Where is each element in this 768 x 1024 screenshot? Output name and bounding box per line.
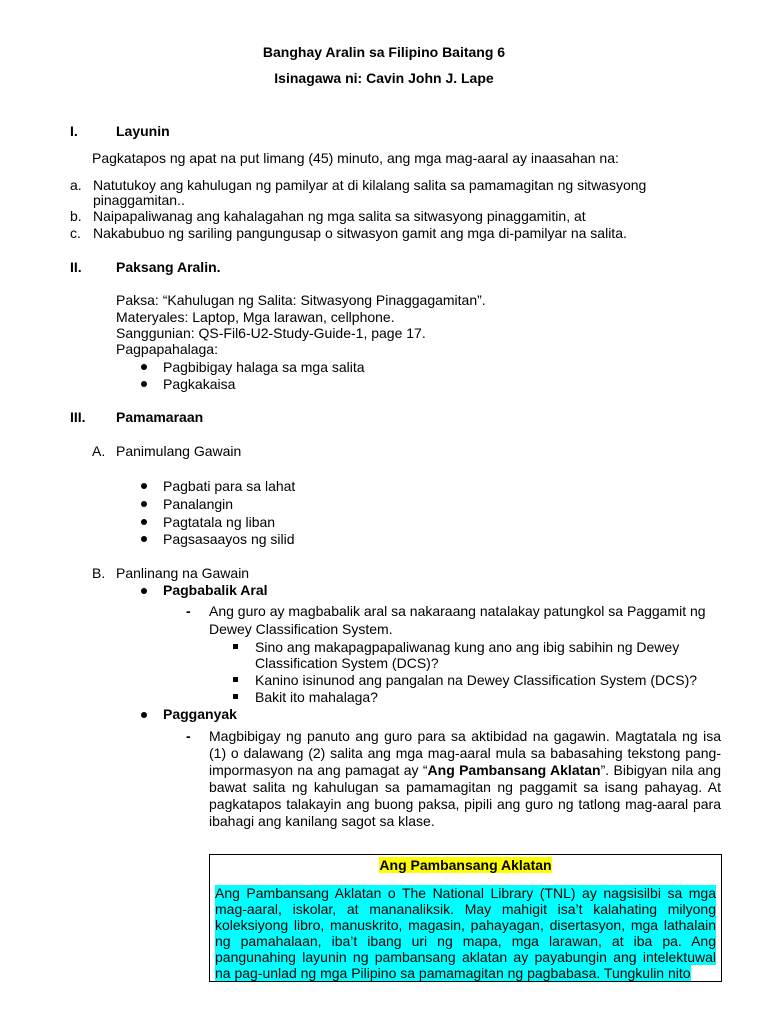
reading-box-text: Ang Pambansang Aklatan o The National Library (TNL) ay nagsisilbi sa mga mag-aaral, iskolar, at mananaliksik. May mahigit isa’t kalahating milyong koleksiyong libro, manuskrito, magasin, pahayagan, disertasyon, mga lathalain ng pamahalaan, iba’t ibang uri ng mapa, mga larawan, at iba pa. Ang pangunahing layunin ng pambansang aklatan ay payabungin ang intelektuwal na pag-unlad ng mga Pilipino sa pamamagitan ng pagbabasa. Tungkulin nito [215, 885, 716, 981]
reading-box [209, 854, 722, 982]
bullet-icon [141, 381, 147, 387]
subsection-b-title: Panlinang na Gawain [116, 565, 250, 581]
section-1-intro: Pagkatapos ng apat na put limang (45) minuto, ang mga mag-aaral ay inaasahan na: [92, 150, 619, 166]
bullet-icon [141, 536, 147, 542]
balik-text: Ang guro ay magbabalik aral sa nakaraang natalakay patungkol sa Paggamit ng [209, 603, 706, 619]
sanggunian-line: Sanggunian: QS-Fil6-U2-Study-Guide-1, page 17. [116, 325, 426, 341]
question-item-cont: Classification System (DCS)? [255, 655, 439, 671]
pagganyak-title: Pagganyak [163, 706, 237, 722]
activity-item: Panalangin [163, 496, 234, 512]
objective-text: Naipapaliwanag ang kahalagahan ng mga salita sa sitwasyong pinaggamitin, at [93, 208, 586, 224]
question-item: Bakit ito mahalaga? [255, 689, 378, 705]
activity-item: Pagbati para sa lahat [163, 478, 296, 494]
bullet-icon [141, 501, 147, 507]
objective-text: Nakabubuo ng sariling pangungusap o sitwasyon gamit ang mga di-pamilyar na salita. [93, 225, 627, 241]
subsection-a-letter: A. [92, 443, 106, 459]
section-3-heading: Pamamaraan [116, 409, 204, 425]
dash-marker: - [186, 728, 191, 744]
paksa-line: Paksa: “Kahulugan ng Salita: Sitwasyong Pinaggagamitan”. [116, 292, 486, 308]
pagganyak-text-end: ”. Bibigyan nila ang bawat salita ng kahulugan sa pamamagitan ng paggamit sa isang pahayag. At pagkatapos talakayin ang buong paksa, pipili ang guro ng tatlong mag-aaral para ibahagi ang kanilang sagot sa klase. [209, 762, 722, 829]
section-2-numeral: II. [70, 259, 82, 275]
square-bullet-icon [233, 644, 238, 649]
pagganyak-text: Magbibigay ng panuto ang guro para sa aktibidad na gagawin. Magtatala ng isa (1) o dalawang (2) salita ang mga mag-aaral mula sa babasahing tekstong pang-impormasyon na ang pamagat ay “ [209, 728, 721, 778]
question-item: Sino ang makapagpapaliwanag kung ano ang ibig sabihin ng Dewey [255, 639, 680, 655]
value-item: Pagbibigay halaga sa mga salita [163, 359, 365, 375]
objective-letter: b. [70, 208, 82, 224]
objective-text: Natutukoy ang kahulugan ng pamilyar at di kilalang salita sa pamamagitan ng sitwasyong [93, 177, 647, 193]
section-1-heading: Layunin [116, 123, 170, 139]
bullet-icon [141, 483, 147, 489]
reading-box-title-row [210, 857, 721, 873]
document-author: Isinagawa ni: Cavin John J. Lape [274, 70, 494, 86]
objective-letter: a. [70, 177, 82, 193]
activity-item: Pagsasaayos ng silid [163, 531, 295, 547]
value-item: Pagkakaisa [163, 376, 236, 392]
activity-item: Pagtatala ng liban [163, 514, 276, 530]
bullet-icon [141, 364, 147, 370]
square-bullet-icon [233, 677, 238, 682]
section-3-numeral: III. [70, 409, 86, 425]
subsection-a-title: Panimulang Gawain [116, 443, 242, 459]
question-item: Kanino isinunod ang pangalan na Dewey Classification System (DCS)? [255, 672, 698, 688]
materyales-line: Materyales: Laptop, Mga larawan, cellphone. [116, 309, 395, 325]
reading-box-body [215, 885, 716, 981]
objective-text-cont: pinaggamitan.. [93, 192, 185, 208]
section-2-heading: Paksang Aralin. [116, 259, 221, 275]
subsection-b-letter: B. [92, 565, 106, 581]
square-bullet-icon [233, 694, 238, 699]
bullet-icon [141, 712, 147, 718]
document-title: Banghay Aralin sa Filipino Baitang 6 [262, 44, 506, 60]
dash-marker: - [186, 603, 191, 619]
reading-box-title: Ang Pambansang Aklatan [379, 857, 552, 873]
objective-letter: c. [70, 225, 81, 241]
pagpapahalaga-label: Pagpapahalaga: [116, 341, 218, 357]
section-1-numeral: I. [70, 123, 78, 139]
bullet-icon [141, 588, 147, 594]
pagganyak-paragraph [209, 728, 721, 830]
pagbabalik-aral-title: Pagbabalik Aral [163, 582, 268, 598]
bullet-icon [141, 519, 147, 525]
balik-text-cont: Dewey Classification System. [209, 621, 393, 637]
pagganyak-bold-title: Ang Pambansang Aklatan [427, 762, 601, 778]
